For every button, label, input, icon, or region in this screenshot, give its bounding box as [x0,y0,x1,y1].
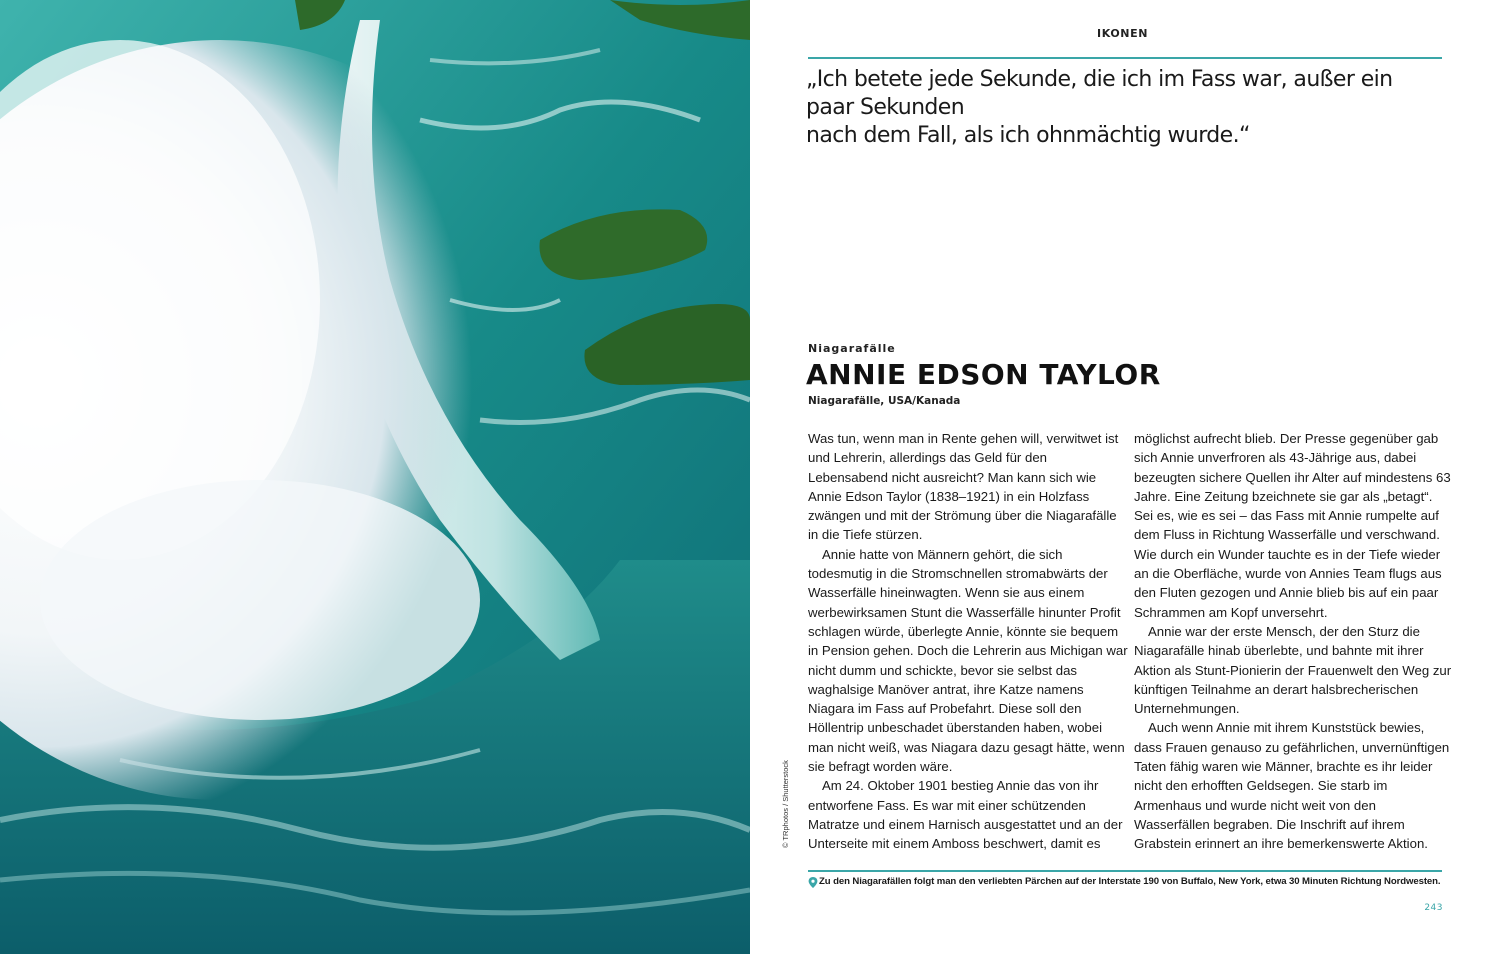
body-column-1 [808,429,1128,854]
article-location: Niagarafälle, USA/Kanada [808,395,961,407]
paragraph: Was tun, wenn man in Rente gehen will, verwitwet ist und Lehrerin, allerdings das Geld für den Lebensabend nicht ausreicht? Man kann sich wie Annie Edson Taylor (1838–1921) in ein Holzfass zwängen und mit der Strömung über die Niagarafälle in die Tiefe stürzen. [808,431,1119,543]
body-column-2 [1134,429,1454,854]
pull-quote [806,66,1446,150]
paragraph: Annie hatte von Männern gehört, die sich todesmutig in die Stromschnellen stromabwärts der Wasserfälle hineinwagten. Wenn sie aus einem werbewirksamen Stunt die Wasserfälle hinunter Profit schlagen würde, überlegte Annie, könnte sie bequem in Pension gehen. Doch die Lehrerin aus Michigan war nicht dumm und schickte, bevor sie selbst das waghalsige Manöver antrat, ihre Katze namens Niagara im Fass auf Probefahrt. Diese soll den Höllentrip unbeschadet überstanden haben, wobei man nicht weiß, was Niagara dazu gesagt hätte, wenn sie befragt worden wäre. [808,546,1128,775]
paragraph: Auch wenn Annie mit ihrem Kunststück bewies, dass Frauen genauso zu gefährlichen, unvernünftigen Taten fähig waren wie Männer, brachte es ihr leider nicht den erhofften Geldsegen. Sie starb im Armenhaus und wurde nicht weit von den Wasserfällen begraben. Die Inschrift auf ihrem Grabstein erinnert an ihre bemerkenswerte Aktion. [1134,720,1450,852]
quote-line-2: nach dem Fall, als ich ohnmächtig wurde.“ [806,123,1250,148]
page-number: 243 [1424,903,1443,913]
photo-credit: © TRphotos / Shutterstock [781,760,790,848]
paragraph: Annie war der erste Mensch, der den Sturz die Niagarafälle hinab überlebte, und bahnte mit ihrer Aktion als Stunt-Pionierin der Frauenwelt den Weg zur künftigen Teilnahme an derart halsbrecherischen Unternehmungen. [1134,623,1452,717]
location-pin-icon [808,877,818,888]
travel-note: Zu den Niagarafällen folgt man den verliebten Pärchen auf der Interstate 190 von Buffalo, New York, etwa 30 Minuten Richtung Nordwesten. [819,876,1441,887]
article-title: ANNIE EDSON TAYLOR [806,358,1161,391]
footer-rule [808,870,1442,872]
article-kicker: Niagarafälle [808,342,896,355]
paragraph: Am 24. Oktober 1901 bestieg Annie das von ihr entworfene Fass. Es war mit einer schützenden Matratze und einem Harnisch ausgestattet und an der Unterseite mit einem Amboss beschwert, damit es [808,778,1123,852]
paragraph: möglichst aufrecht blieb. Der Presse gegenüber gab sich Annie unverfroren als 43-Jährige aus, dabei bezeugten sichere Quellen ihr Alter auf mindestens 63 Jahre. Eine Zeitung bzeichnete sie gar als „betagt“. Sei es, wie es sei – das Fass mit Annie rumpelte auf dem Fluss in Richtung Wasserfälle und verschwand. Wie durch ein Wunder tauchte es in der Tiefe wieder an die Oberfläche, wurde von Annies Team flugs aus den Fluten gezogen und Annie blieb bis auf ein paar Schrammen am Kopf unversehrt. [1134,431,1451,620]
quote-line-1: „Ich betete jede Sekunde, die ich im Fass war, außer ein paar Sekunden [806,67,1393,120]
section-label: IKONEN [1097,27,1148,40]
header-rule [808,57,1442,59]
